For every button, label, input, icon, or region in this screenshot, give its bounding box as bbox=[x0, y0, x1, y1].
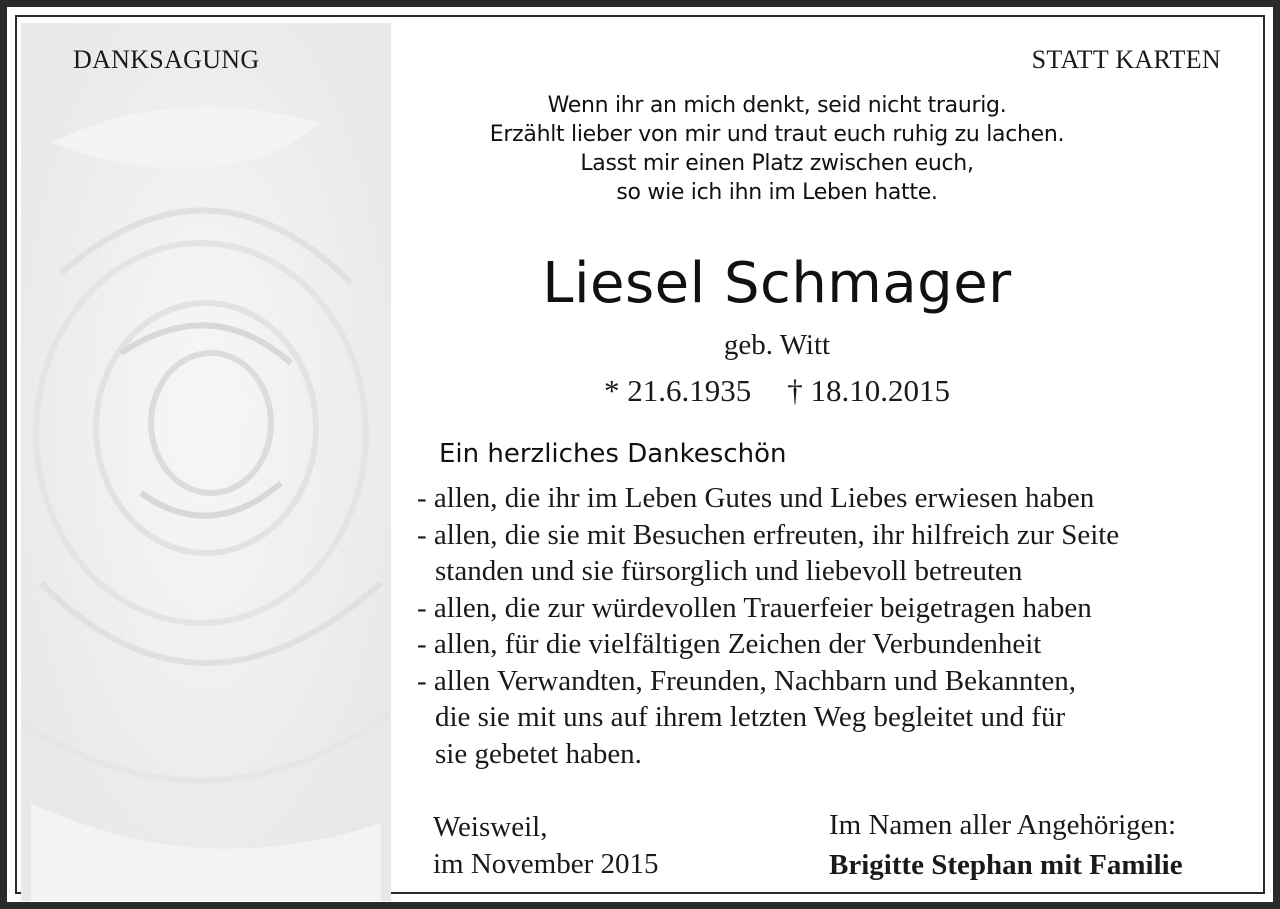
thanks-line: - allen, für die vielfältigen Zeichen der Verbundenheit bbox=[417, 628, 1042, 660]
signature bbox=[829, 805, 1183, 885]
thanks-line: - allen Verwandten, Freunden, Nachbarn und Bekannten, bbox=[417, 664, 1076, 697]
signature-intro: Im Namen aller Angehörigen: bbox=[829, 809, 1177, 841]
poem bbox=[427, 91, 1127, 207]
thanks-title: Ein herzliches Dankeschön bbox=[439, 439, 787, 469]
rose-image bbox=[21, 23, 391, 901]
poem-line: so wie ich ihn im Leben hatte. bbox=[616, 180, 938, 205]
deceased-name: Liesel Schmager bbox=[542, 251, 1012, 316]
thanks-line: die sie mit uns auf ihrem letzten Weg begleitet und für bbox=[435, 701, 1066, 733]
thanks-line: - allen, die ihr im Leben Gutes und Liebes erwiesen haben bbox=[417, 482, 1095, 514]
signature-name: Brigitte Stephan mit Familie bbox=[829, 849, 1183, 881]
birth-name: geb. Witt bbox=[723, 329, 831, 361]
poem-line: Wenn ihr an mich denkt, seid nicht traurig. bbox=[547, 93, 1007, 118]
thanks-line: - allen, die sie mit Besuchen erfreuten, ihr hilfreich zur Seite bbox=[417, 518, 1120, 551]
poem-line: Erzählt lieber von mir und traut euch ruhig zu lachen. bbox=[489, 122, 1065, 147]
poem-line: Lasst mir einen Platz zwischen euch, bbox=[580, 151, 974, 176]
death-date: † 18.10.2015 bbox=[787, 373, 950, 408]
date: im November 2015 bbox=[433, 848, 659, 880]
header-right-label: STATT KARTEN bbox=[1031, 45, 1221, 74]
birth-date: * 21.6.1935 bbox=[604, 373, 752, 408]
thanks-line: - allen, die zur würdevollen Trauerfeier beigetragen haben bbox=[417, 591, 1092, 624]
place: Weisweil, bbox=[433, 811, 548, 843]
thanks-line: standen und sie fürsorglich und liebevoll betreuten bbox=[435, 555, 1023, 587]
life-dates bbox=[427, 373, 1127, 409]
thanks-line: sie gebetet haben. bbox=[435, 737, 642, 770]
place-date bbox=[433, 809, 659, 883]
thanks-list bbox=[417, 480, 1257, 772]
header-left-label: DANKSAGUNG bbox=[73, 45, 260, 74]
